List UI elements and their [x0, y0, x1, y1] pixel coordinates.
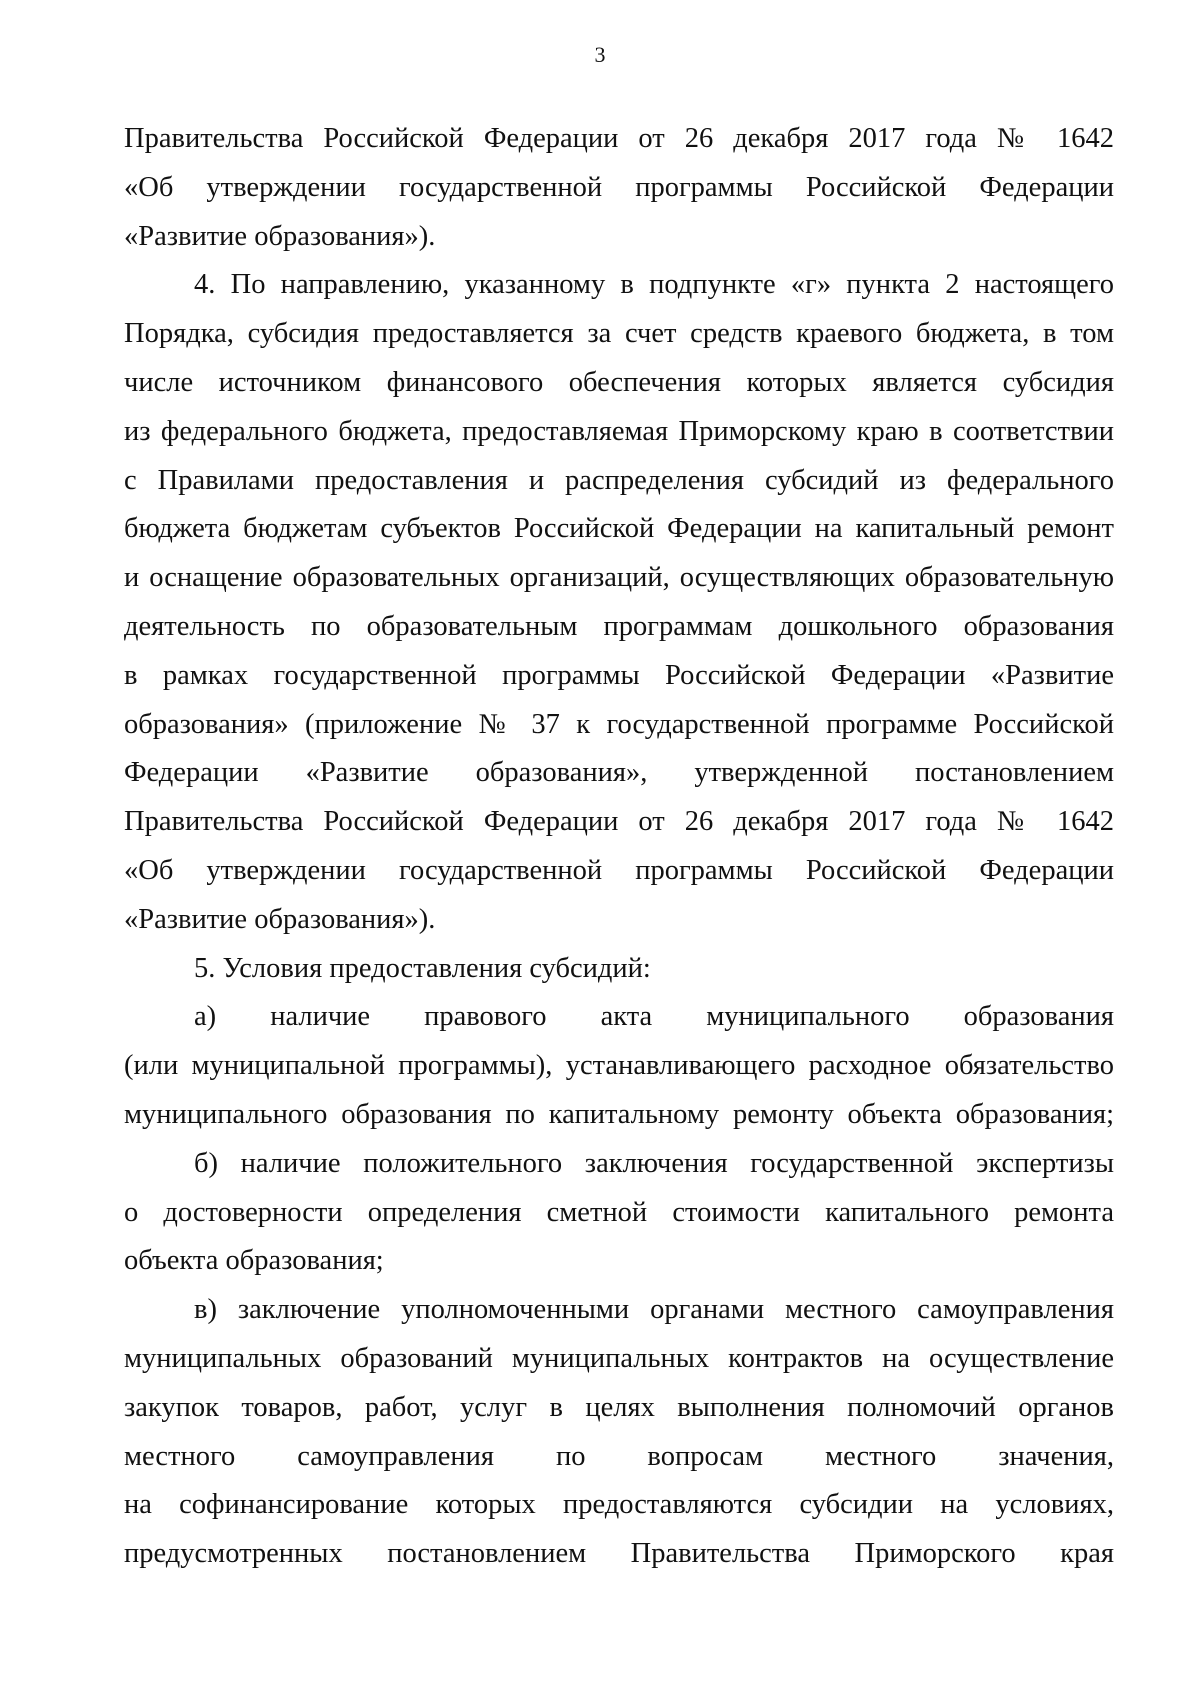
document-body [124, 115, 1114, 1579]
page-number: 3 [594, 42, 606, 67]
text-line: Правительства Российской Федерации от 26 декабря 2017 года № 1642 [124, 123, 1114, 154]
text-line: «Развитие образования»). [124, 220, 436, 252]
text-line: и оснащение образовательных организаций, осуществляющих образовательную [124, 562, 1114, 594]
text-line: муниципальных образований муниципальных контрактов на осуществление [124, 1342, 1114, 1374]
text-line: деятельность по образовательным программам дошкольного образования [124, 610, 1114, 642]
text-line: муниципального образования по капитальному ремонту объекта образования; [124, 1098, 1114, 1130]
text-line: в рамках государственной программы Российской Федерации «Развитие [124, 659, 1114, 691]
text-line: «Об утверждении государственной программы Российской Федерации [124, 171, 1114, 203]
text-line: «Развитие образования»). [124, 903, 436, 935]
text-line: бюджета бюджетам субъектов Российской Федерации на капитальный ремонт [124, 513, 1114, 545]
text-line: Федерации «Развитие образования», утвержденной постановлением [124, 757, 1114, 789]
text-line: на софинансирование которых предоставляются субсидии на условиях, [124, 1489, 1114, 1521]
text-line: из федерального бюджета, предоставляемая Приморскому краю в соответствии [124, 415, 1114, 447]
text-line: Правительства Российской Федерации от 26 декабря 2017 года № 1642 [124, 806, 1114, 838]
text-line: закупок товаров, работ, услуг в целях выполнения полномочий органов [124, 1391, 1114, 1423]
text-line: с Правилами предоставления и распределения субсидий из федерального [124, 464, 1114, 496]
text-line: б) наличие положительного заключения государственной экспертизы [194, 1147, 1114, 1179]
text-line: предусмотренных постановлением Правительства Приморского края [124, 1538, 1114, 1570]
text-line: 5. Условия предоставления субсидий: [194, 952, 651, 984]
text-line: образования» (приложение № 37 к государственной программе Российской [124, 708, 1114, 740]
text-line: 4. По направлению, указанному в подпункте «г» пункта 2 настоящего [194, 269, 1114, 301]
text-line: «Об утверждении государственной программы Российской Федерации [124, 854, 1114, 886]
text-line: Порядка, субсидия предоставляется за счет средств краевого бюджета, в том [124, 318, 1114, 350]
text-line: о достоверности определения сметной стоимости капитального ремонта [124, 1196, 1114, 1228]
text-line: (или муниципальной программы), устанавливающего расходное обязательство [124, 1050, 1114, 1082]
text-line: а) наличие правового акта муниципального образования [194, 1001, 1114, 1033]
text-line: объекта образования; [124, 1245, 384, 1277]
text-line: числе источником финансового обеспечения которых является субсидия [124, 366, 1114, 398]
text-line: местного самоуправления по вопросам местного значения, [124, 1440, 1114, 1472]
text-line: в) заключение уполномоченными органами местного самоуправления [194, 1294, 1114, 1326]
